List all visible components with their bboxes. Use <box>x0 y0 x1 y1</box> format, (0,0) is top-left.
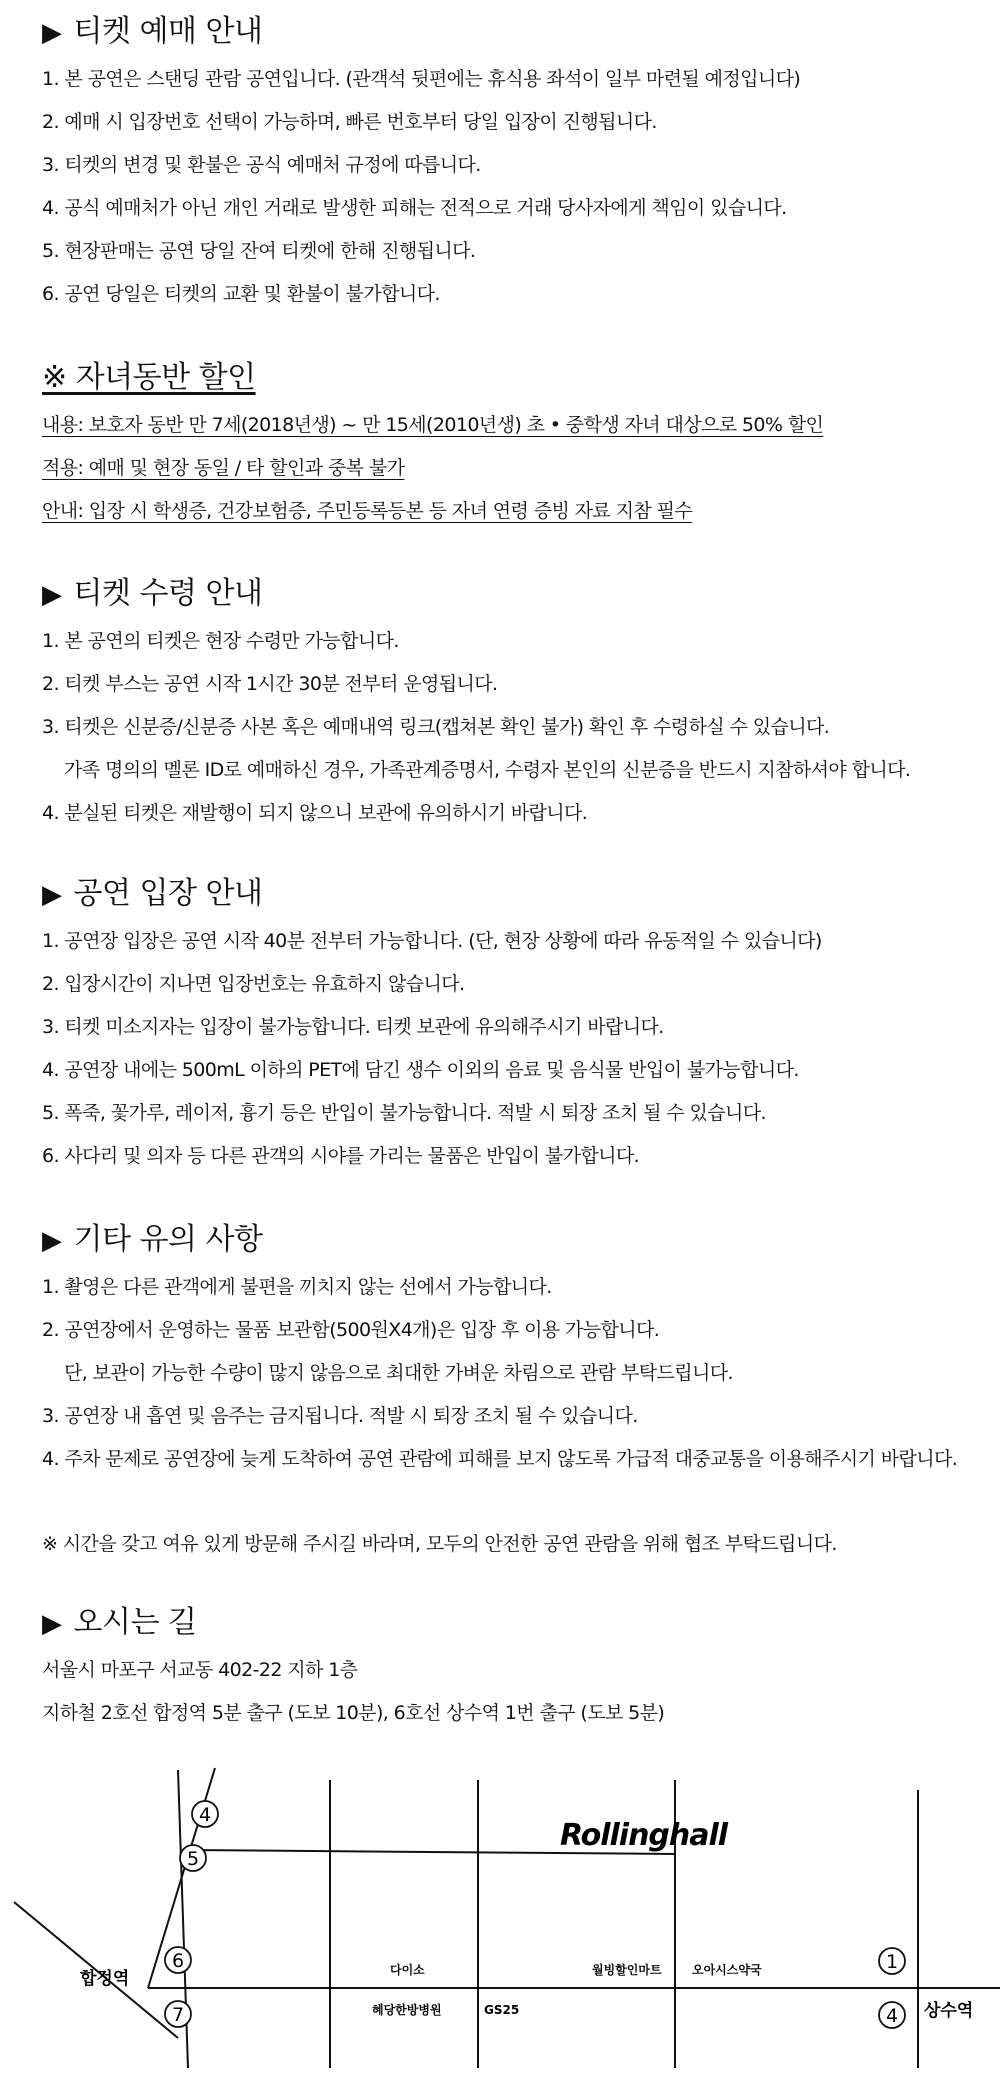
exit-number: 1 <box>885 1951 899 1973</box>
list-item: 3. 공연장 내 흡연 및 음주는 금지됩니다. 적발 시 퇴장 조치 될 수 있습니다. <box>42 1405 638 1427</box>
list-item: 2. 입장시간이 지나면 입장번호는 유효하지 않습니다. <box>42 973 465 995</box>
list-item: 5. 폭죽, 꽃가루, 레이저, 흉기 등은 반입이 불가능합니다. 적발 시 퇴장 조치 될 수 있습니다. <box>42 1102 766 1124</box>
list-item: 1. 본 공연은 스탠딩 관람 공연입니다. (관객석 뒷편에는 휴식용 좌석이 일부 마련될 예정입니다) <box>42 68 801 90</box>
address-text: 서울시 마포구 서교동 402-22 지하 1층 <box>42 1659 358 1681</box>
list-item: 내용: 보호자 동반 만 7세(2018년생) ~ 만 15세(2010년생) 초 • 중학생 자녀 대상으로 50% 할인 <box>42 414 824 436</box>
list-item: 2. 예매 시 입장번호 선택이 가능하며, 빠른 번호부터 당일 입장이 진행됩니다. <box>42 111 657 133</box>
hapjeong-exit-6 <box>165 1947 191 1973</box>
list-item: 2. 티켓 부스는 공연 시작 1시간 30분 전부터 운영됩니다. <box>42 673 498 695</box>
section-entry <box>42 874 982 1178</box>
list-item: 3. 티켓은 신분증/신분증 사본 혹은 예매내역 링크(캡쳐본 확인 불가) 확인 후 수령하실 수 있습니다. <box>42 716 830 738</box>
triangle-bullet-icon: ▶ <box>42 580 62 610</box>
station-sangsu: 상수역 <box>924 2001 974 2021</box>
section-heading: ※ 자녀동반 할인 <box>42 360 256 395</box>
sangsu-exit-1 <box>879 1948 905 1974</box>
list-item: 2. 공연장에서 운영하는 물품 보관함(500원X4개)은 입장 후 이용 가능합니다. <box>42 1319 660 1341</box>
list-item: 3. 티켓의 변경 및 환불은 공식 예매처 규정에 따릅니다. <box>42 154 481 176</box>
place-pharmacy: 오아시스약국 <box>692 1963 762 1977</box>
section-directions <box>42 1603 982 1735</box>
section-ticket-booking <box>42 12 982 316</box>
sangsu-exit-4 <box>879 2002 905 2028</box>
list-item: 4. 공식 예매처가 아닌 개인 거래로 발생한 피해는 전적으로 거래 당사자에게 책임이 있습니다. <box>42 197 787 219</box>
list-item: 가족 명의의 멜론 ID로 예매하신 경우, 가족관계증명서, 수령자 본인의 신분증을 반드시 지참하셔야 합니다. <box>64 759 911 781</box>
notice-text: ※ 시간을 갖고 여유 있게 방문해 주시길 바라며, 모두의 안전한 공연 관람을 위해 협조 부탁드립니다. <box>42 1533 837 1555</box>
list-item: 6. 공연 당일은 티켓의 교환 및 환불이 불가합니다. <box>42 283 440 305</box>
section-heading: ▶ 티켓 수령 안내 <box>42 574 982 614</box>
exit-number: 7 <box>171 2004 185 2026</box>
list-item: 1. 공연장 입장은 공연 시작 40분 전부터 가능합니다. (단, 현장 상황에 따라 유동적일 수 있습니다) <box>42 930 822 952</box>
section-child-discount <box>42 358 982 533</box>
map-roads <box>14 1768 1000 2068</box>
list-item: 5. 현장판매는 공연 당일 잔여 티켓에 한해 진행됩니다. <box>42 240 476 262</box>
hapjeong-exit-5 <box>180 1845 206 1871</box>
triangle-bullet-icon: ▶ <box>42 1226 62 1256</box>
section-heading: ▶ 오시는 길 <box>42 1603 982 1643</box>
list-item: 1. 촬영은 다른 관객에게 불편을 끼치지 않는 선에서 가능합니다. <box>42 1276 552 1298</box>
station-hapjeong: 합정역 <box>80 1969 130 1989</box>
location-map <box>0 1750 1000 2078</box>
exit-number: 4 <box>885 2005 899 2027</box>
triangle-bullet-icon: ▶ <box>42 18 62 48</box>
exit-number: 4 <box>198 1804 212 1826</box>
notice <box>42 1523 982 1566</box>
section-other <box>42 1220 982 1481</box>
section-heading: ▶ 기타 유의 사항 <box>42 1220 982 1260</box>
section-heading: ▶ 티켓 예매 안내 <box>42 12 982 52</box>
list-item: 4. 주차 문제로 공연장에 늦게 도착하여 공연 관람에 피해를 보지 않도록 가급적 대중교통을 이용해주시기 바랍니다. <box>42 1448 958 1470</box>
list-item: 적용: 예매 및 현장 동일 / 타 할인과 중복 불가 <box>42 457 405 479</box>
list-item: 단, 보관이 가능한 수량이 많지 않음으로 최대한 가벼운 차림으로 관람 부탁드립니다. <box>64 1362 733 1384</box>
list-item: 안내: 입장 시 학생증, 건강보험증, 주민등록등본 등 자녀 연령 증빙 자료 지참 필수 <box>42 500 693 522</box>
place-clinic: 혜당한방병원 <box>372 2003 442 2017</box>
venue-logo: Rollinghall <box>560 1818 728 1853</box>
list-item: 4. 분실된 티켓은 재발행이 되지 않으니 보관에 유의하시기 바랍니다. <box>42 802 588 824</box>
subway-text: 지하철 2호선 합정역 5분 출구 (도보 10분), 6호선 상수역 1번 출구 (도보 5분) <box>42 1702 665 1724</box>
list-item: 4. 공연장 내에는 500mL 이하의 PET에 담긴 생수 이외의 음료 및 음식물 반입이 불가능합니다. <box>42 1059 799 1081</box>
list-item: 6. 사다리 및 의자 등 다른 관객의 시야를 가리는 물품은 반입이 불가합니다. <box>42 1145 640 1167</box>
hapjeong-exit-7 <box>165 2001 191 2027</box>
hapjeong-exit-4 <box>192 1801 218 1827</box>
list-item: 1. 본 공연의 티켓은 현장 수령만 가능합니다. <box>42 630 399 652</box>
list-item: 3. 티켓 미소지자는 입장이 불가능합니다. 티켓 보관에 유의해주시기 바랍니다. <box>42 1016 664 1038</box>
triangle-bullet-icon: ▶ <box>42 880 62 910</box>
place-mart: 월빙할인마트 <box>592 1963 662 1977</box>
section-ticket-pickup <box>42 574 982 835</box>
exit-number: 5 <box>186 1848 200 1870</box>
map-drawing <box>0 1750 1000 2078</box>
exit-number: 6 <box>171 1950 185 1972</box>
place-daiso: 다이소 <box>390 1963 425 1977</box>
triangle-bullet-icon: ▶ <box>42 1609 62 1639</box>
place-gs25: GS25 <box>484 2003 520 2017</box>
section-heading: ▶ 공연 입장 안내 <box>42 874 982 914</box>
